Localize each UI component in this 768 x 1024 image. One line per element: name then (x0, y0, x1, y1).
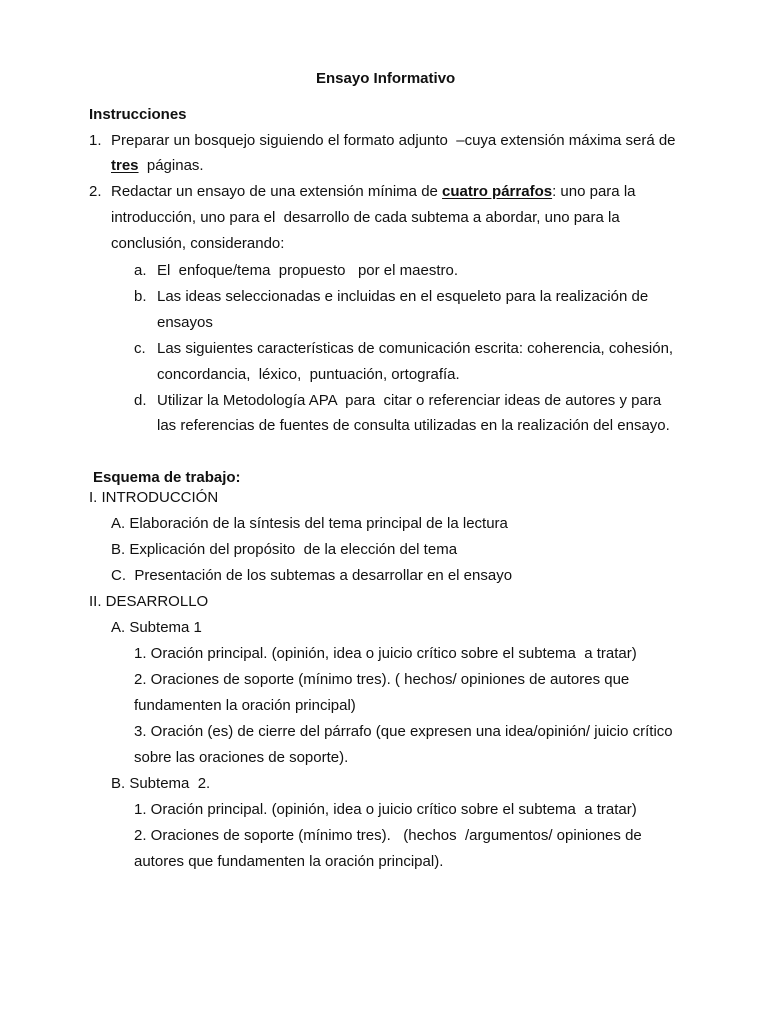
instructions-heading: Instrucciones (89, 106, 187, 123)
section-1-title: I. INTRODUCCIÓN (89, 489, 219, 506)
section-1-item-a: A. Elaboración de la síntesis del tema principal de la lectura (111, 515, 508, 532)
subitem-a-letter: a. (134, 262, 147, 279)
subtema-a-title: A. Subtema 1 (111, 619, 202, 636)
subtema-a-line-4: 3. Oración (es) de cierre del párrafo (que expresen una idea/opinión/ juicio crítico (134, 723, 673, 740)
instruction-item-1-line-2 (111, 157, 204, 175)
subitem-b-line-2: ensayos (157, 314, 213, 331)
subitem-c-line-1: Las siguientes características de comunicación escrita: coherencia, cohesión, (157, 340, 674, 357)
instruction-item-2-line-1-post: : uno para la (552, 183, 636, 200)
subitem-d-line-1: Utilizar la Metodología APA para citar o referenciar ideas de autores y para (157, 392, 662, 409)
subitem-b-line-1: Las ideas seleccionadas e incluidas en el esqueleto para la realización de (157, 288, 649, 305)
subitem-b-letter: b. (134, 288, 147, 305)
subitem-d-line-2: las referencias de fuentes de consulta utilizadas en la realización del ensayo. (157, 417, 670, 434)
subtema-b-line-3: autores que fundamenten la oración principal). (134, 853, 444, 870)
emphasis-cuatro-parrafos: cuatro párrafos (442, 183, 553, 200)
emphasis-tres: tres (111, 157, 139, 174)
section-1-item-c: C. Presentación de los subtemas a desarrollar en el ensayo (111, 567, 513, 584)
instruction-item-1-number: 1. (89, 132, 102, 149)
document-title: Ensayo Informativo (316, 70, 456, 87)
subtema-b-title: B. Subtema 2. (111, 775, 211, 792)
instruction-item-2-line-2: introducción, uno para el desarrollo de cada subtema a abordar, uno para la (111, 209, 620, 226)
subtema-a-line-3: fundamenten la oración principal) (134, 697, 356, 714)
subitem-c-letter: c. (134, 340, 146, 357)
subtema-a-line-2: 2. Oraciones de soporte (mínimo tres). ( hechos/ opiniones de autores que (134, 671, 630, 688)
section-2-title: II. DESARROLLO (89, 593, 209, 610)
instruction-item-2-line-3: conclusión, considerando: (111, 235, 285, 252)
subtema-b-line-2: 2. Oraciones de soporte (mínimo tres). (hechos /argumentos/ opiniones de (134, 827, 642, 844)
subtema-b-line-1: 1. Oración principal. (opinión, idea o juicio crítico sobre el subtema a tratar) (134, 801, 637, 818)
instruction-item-2-number: 2. (89, 183, 102, 200)
subitem-d-letter: d. (134, 392, 147, 409)
instruction-item-2-line-1 (111, 183, 636, 201)
instruction-item-1-line-1: Preparar un bosquejo siguiendo el formato adjunto –cuya extensión máxima será de (111, 132, 676, 149)
subtema-a-line-5: sobre las oraciones de soporte). (134, 749, 349, 766)
instruction-item-2-line-1-pre: Redactar un ensayo de una extensión mínima de (111, 183, 443, 200)
instruction-item-1-line-2-rest: páginas. (138, 157, 204, 174)
outline-heading: Esquema de trabajo: (93, 469, 241, 486)
section-1-item-b: B. Explicación del propósito de la elección del tema (111, 541, 458, 558)
subitem-a-line-1: El enfoque/tema propuesto por el maestro. (157, 262, 459, 279)
subtema-a-line-1: 1. Oración principal. (opinión, idea o juicio crítico sobre el subtema a tratar) (134, 645, 637, 662)
subitem-c-line-2: concordancia, léxico, puntuación, ortografía. (157, 366, 460, 383)
